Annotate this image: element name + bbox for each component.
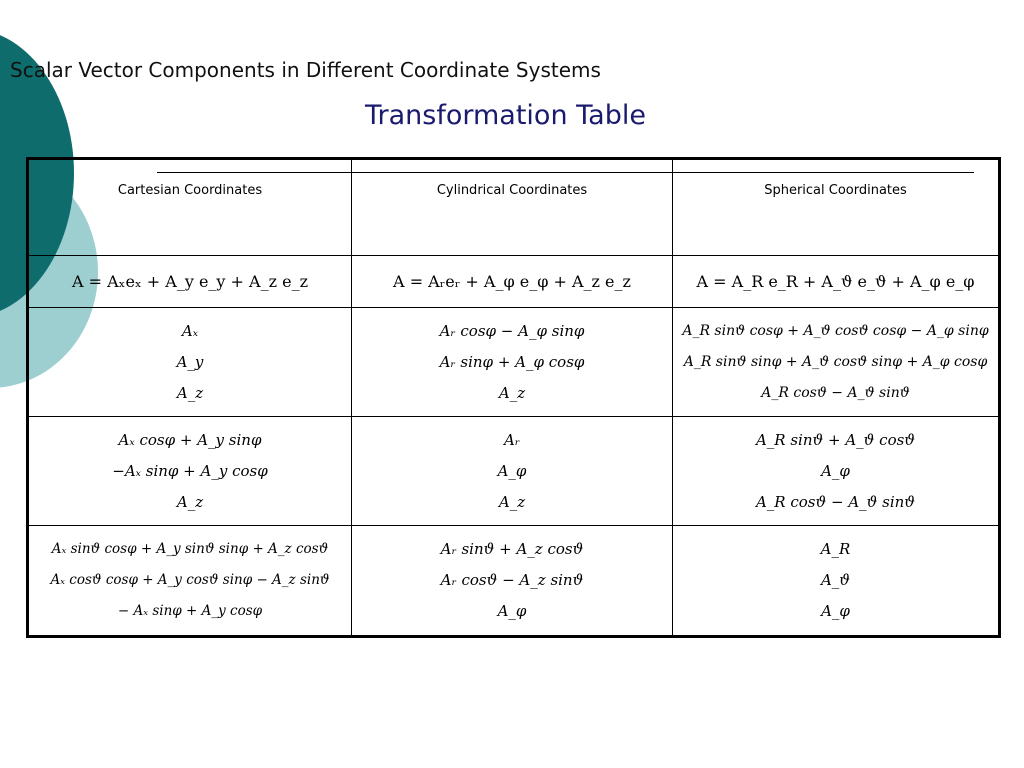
cell-line: A_φ	[821, 461, 850, 480]
table-row	[28, 417, 1000, 526]
cell-line: A_z	[498, 492, 526, 511]
cell-line: Aᵣ sinφ + A_φ cosφ	[439, 352, 585, 371]
header-row	[28, 159, 1000, 256]
transformation-table	[26, 157, 1001, 638]
vector-form-cylindrical: A = Aᵣeᵣ + A_φ e_φ + A_z e_z	[393, 272, 631, 291]
cell-line: − Aₓ sinφ + A_y cosφ	[117, 603, 263, 619]
cell-line: Aᵣ sinϑ + A_z cosϑ	[440, 540, 584, 558]
vector-form-row	[28, 256, 1000, 308]
cell-line: Aᵣ cosϑ − A_z sinϑ	[440, 571, 584, 589]
cell-line: A_y	[176, 352, 204, 371]
header-spherical: Spherical Coordinates	[673, 159, 1000, 256]
cell-line: Aₓ cosϑ cosφ + A_y cosϑ sinφ − A_z sinϑ	[50, 572, 330, 588]
cell-line: Aₓ	[181, 321, 199, 340]
cell-line: A_φ	[497, 602, 527, 620]
table-row	[28, 308, 1000, 417]
vector-form-cartesian: A = Aₓeₓ + A_y e_y + A_z e_z	[71, 272, 309, 291]
header-cylindrical: Cylindrical Coordinates	[352, 159, 673, 256]
cell-line: A_R sinϑ sinφ + A_ϑ cosϑ sinφ + A_φ cosφ	[683, 353, 988, 370]
cell-line: Aₓ sinϑ cosφ + A_y sinϑ sinφ + A_z cosϑ	[51, 541, 329, 557]
cell-line: A_φ	[497, 461, 527, 480]
cell-line: −Aₓ sinφ + A_y cosφ	[112, 461, 268, 480]
cell-line: Aᵣ	[503, 430, 521, 449]
header-cartesian: Cartesian Coordinates	[28, 159, 352, 256]
cell-line: A_z	[498, 383, 526, 402]
cell-line: A_R	[820, 540, 851, 558]
cell-line: A_R sinϑ + A_ϑ cosϑ	[755, 430, 916, 449]
vector-form-spherical: A = A_R e_R + A_ϑ e_ϑ + A_φ e_φ	[696, 272, 975, 291]
cell-line: A_ϑ	[820, 571, 851, 589]
cell-line: A_φ	[821, 602, 850, 620]
slide-subtitle: Scalar Vector Components in Different Coordinate Systems	[10, 58, 601, 82]
cell-line: A_R cosϑ − A_ϑ sinϑ	[761, 384, 910, 401]
cell-line: Aᵣ cosφ − A_φ sinφ	[439, 321, 585, 340]
slide-title: Transformation Table	[365, 100, 646, 131]
table-row	[28, 526, 1000, 637]
cell-line: A_z	[176, 492, 204, 511]
cell-line: Aₓ cosφ + A_y sinφ	[118, 430, 262, 449]
cell-line: A_R cosϑ − A_ϑ sinϑ	[755, 492, 916, 511]
cell-line: A_R sinϑ cosφ + A_ϑ cosϑ cosφ − A_φ sinφ	[682, 322, 989, 339]
cell-line: A_z	[176, 383, 204, 402]
